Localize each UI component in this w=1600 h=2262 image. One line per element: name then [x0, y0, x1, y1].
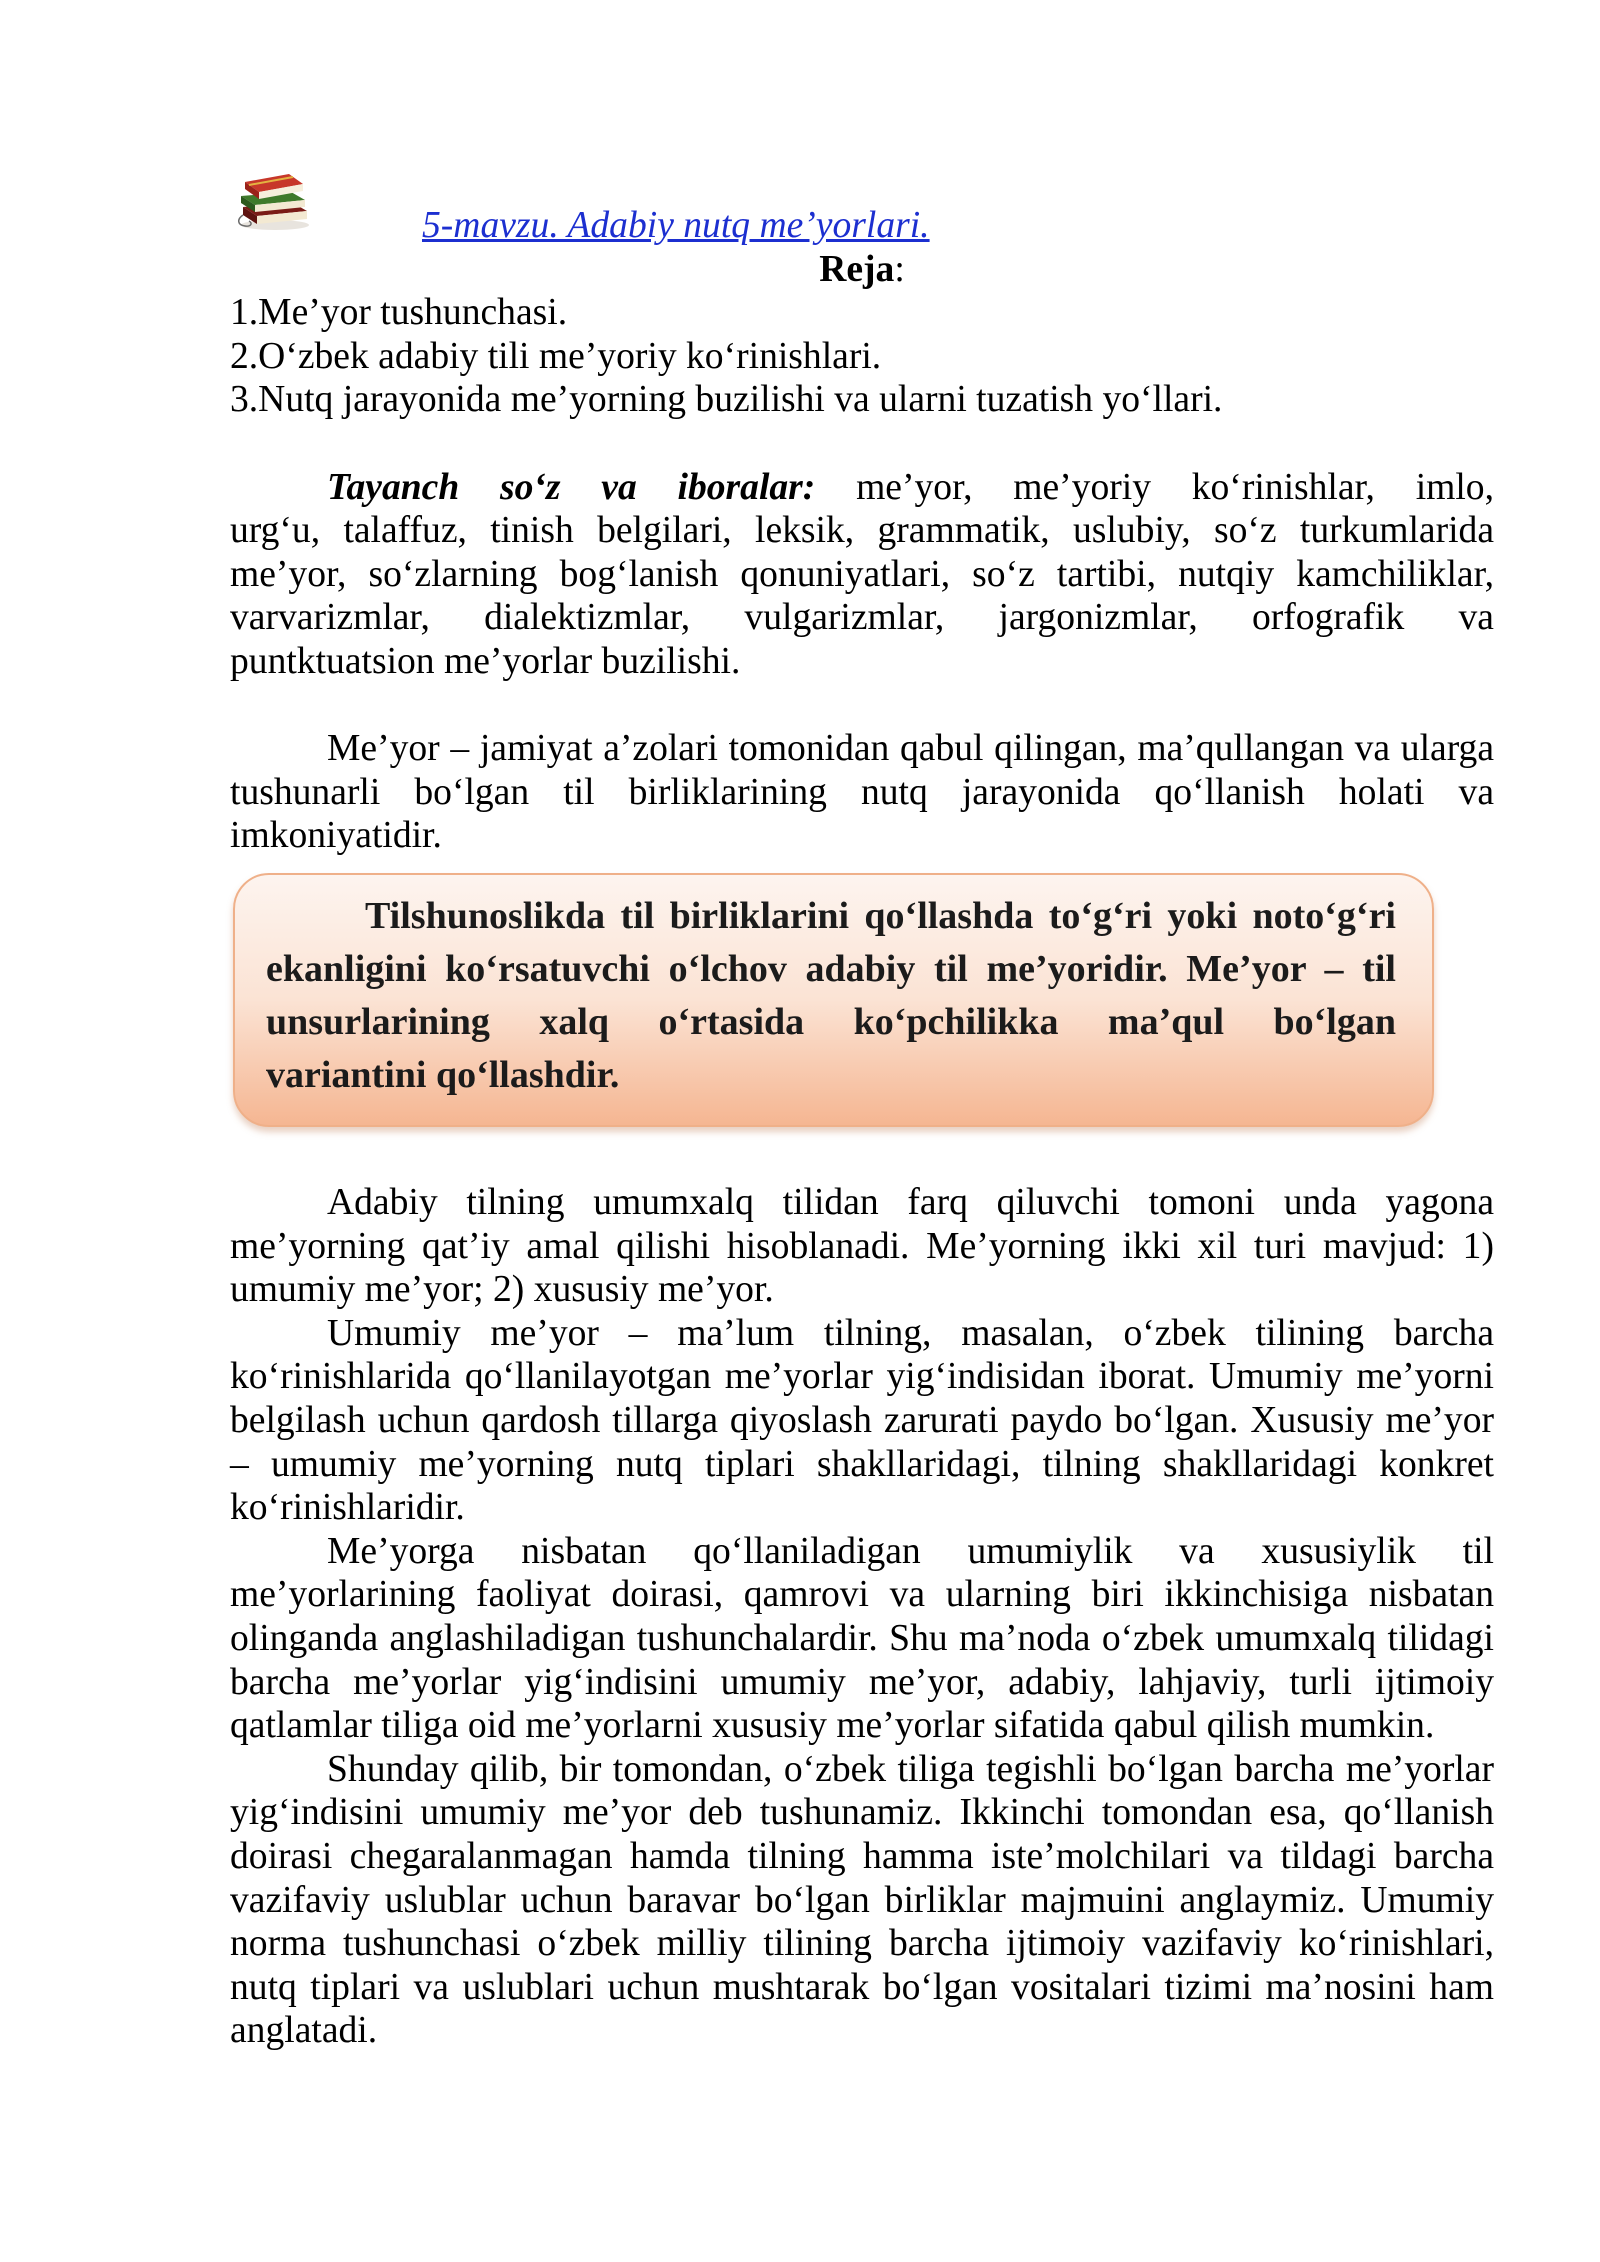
- text-line: [230, 509, 1494, 553]
- page-title[interactable]: 5-mavzu. Adabiy nutq me’yorlari.: [422, 205, 930, 246]
- text-line: [230, 1922, 1494, 1966]
- text-line-content: vazifaviy uslublar uchun baravar bo‘lgan birliklar majmuini anglaymiz. Umumiy: [230, 1879, 1494, 1921]
- text-line-content: qatlamlar tiliga oid me’yorlarni xususiy me’yorlar sifatida qabul qilish mumkin.: [230, 1705, 1435, 1747]
- text-line-content: tushunarli bo‘lgan til birliklarining nutq jarayonida qo‘llanish holati va: [230, 771, 1494, 813]
- text-line: [230, 2009, 1494, 2053]
- text-line: [230, 596, 1494, 640]
- text-line: [230, 727, 1494, 771]
- highlight-box-text: [266, 890, 1396, 1102]
- text-line: [230, 1617, 1494, 1661]
- text-line-content: olinganda anglashiladigan tushunchalardir. Shu ma’noda o‘zbek umumxalq tilidagi: [230, 1617, 1494, 1659]
- text-line: [230, 1879, 1494, 1923]
- text-line: [230, 1661, 1494, 1705]
- text-line-content: barcha me’yorlar yig‘indisini umumiy me’yor, adabiy, lahjaviy, turli ijtimoiy: [230, 1661, 1494, 1703]
- text-line-content: nutq tiplari va uslublari uchun mushtarak bo‘lgan vositalari tizimi ma’nosini ham: [230, 1966, 1494, 2008]
- text-line-content: anglatadi.: [230, 2010, 378, 2052]
- text-line-content: me’yorlarining faoliyat doirasi, qamrovi va ularning biri ikkinchisiga nisbatan: [230, 1574, 1494, 1616]
- text-line: [230, 814, 1494, 858]
- text-line-content: Umumiy me’yor – ma’lum tilning, masalan, o‘zbek tilining barcha: [327, 1312, 1494, 1354]
- plan-item: 2.O‘zbek adabiy tili me’yoriy ko‘rinishlari.: [230, 335, 882, 377]
- text-line-content: variantini qo‘llashdir.: [266, 1054, 620, 1096]
- text-line: [230, 1791, 1494, 1835]
- text-line: [230, 1355, 1494, 1399]
- text-line: [230, 1181, 1494, 1225]
- text-line-content: belgilash uchun qardosh tillarga qiyoslash zarurati paydo bo‘lgan. Xususiy me’yor: [230, 1399, 1494, 1441]
- text-line: [230, 1225, 1494, 1269]
- keywords-label: Tayanch so‘z va iboralar:: [327, 466, 816, 508]
- text-line-content: ekanligini ko‘rsatuvchi o‘lchov adabiy til me’yoridir. Me’yor – til: [266, 948, 1396, 990]
- text-line: [230, 553, 1494, 597]
- text-line: [230, 1704, 1494, 1748]
- text-line-content: Me’yorga nisbatan qo‘llaniladigan umumiylik va xususiylik til: [327, 1530, 1494, 1572]
- text-line: [230, 1268, 1494, 1312]
- plan-item: 1.Me’yor tushunchasi.: [230, 292, 568, 334]
- text-line: [230, 1748, 1494, 1792]
- text-line: [266, 943, 1396, 996]
- text-line-content: yig‘indisini umumiy me’yor deb tushunamiz. Ikkinchi tomondan esa, qo‘llanish: [230, 1792, 1494, 1834]
- keywords-paragraph: [230, 466, 1494, 684]
- text-line: [266, 1049, 1396, 1102]
- plan-heading: [230, 248, 1494, 292]
- text-line-content: unsurlarining xalq o‘rtasida ko‘pchilikka ma’qul bo‘lgan: [266, 1001, 1396, 1043]
- text-line: [266, 890, 1396, 943]
- text-line: [230, 1443, 1494, 1487]
- text-line: [230, 1835, 1494, 1879]
- plan-heading-suffix: :: [894, 248, 905, 290]
- text-line: [230, 1966, 1494, 2010]
- text-line: [230, 771, 1494, 815]
- keywords-text: me’yor, me’yoriy ko‘rinishlar, imlo,: [856, 466, 1494, 508]
- text-line: [230, 1486, 1494, 1530]
- text-line: [230, 1312, 1494, 1356]
- text-line-content: Me’yor – jamiyat a’zolari tomonidan qabul qilingan, ma’qullangan va ularga: [327, 728, 1494, 770]
- text-line-content: Shunday qilib, bir tomondan, o‘zbek tiliga tegishli bo‘lgan barcha me’yorlar: [327, 1748, 1494, 1790]
- text-line-content: norma tushunchasi o‘zbek milliy tilining barcha ijtimoiy vazifaviy ko‘rinishlari,: [230, 1923, 1494, 1965]
- text-line: [230, 640, 1494, 684]
- books-stack-icon-graphic: [233, 163, 314, 233]
- plan-list: [230, 291, 1494, 422]
- text-line-content: puntktuatsion me’yorlar buzilishi.: [230, 640, 741, 682]
- plan-heading-label: Reja: [819, 248, 895, 290]
- text-line-content: ko‘rinishlaridir.: [230, 1487, 465, 1529]
- text-line-content: [327, 467, 1494, 508]
- text-line-content: urg‘u, talaffuz, tinish belgilari, leksik, grammatik, uslubiy, so‘z turkumlarida: [230, 510, 1494, 552]
- definition-paragraph: [230, 727, 1494, 858]
- text-line: [230, 466, 1494, 510]
- highlight-box: [233, 873, 1434, 1127]
- text-line-content: imkoniyatidir.: [230, 815, 442, 857]
- text-line-content: me’yor, so‘zlarning bog‘lanish qonuniyatlari, so‘z tartibi, nutqiy kamchiliklar,: [230, 553, 1494, 595]
- text-line: [266, 996, 1396, 1049]
- body-text: [230, 1181, 1494, 2053]
- text-line-content: ko‘rinishlarida qo‘llanilayotgan me’yorlar yig‘indisidan iborat. Umumiy me’yorni: [230, 1356, 1494, 1398]
- text-line: [230, 1399, 1494, 1443]
- text-line-content: – umumiy me’yorning nutq tiplari shakllaridagi, tilning shakllaridagi konkret: [230, 1443, 1494, 1485]
- text-line-content: doirasi chegaralanmagan hamda tilning hamma iste’molchilari va tildagi barcha: [230, 1835, 1494, 1877]
- text-line: [230, 1530, 1494, 1574]
- text-line-content: Tilshunoslikda til birliklarini qo‘llashda to‘g‘ri yoki noto‘g‘ri: [365, 895, 1396, 937]
- books-stack-icon: [233, 163, 314, 233]
- text-line-content: Adabiy tilning umumxalq tilidan farq qiluvchi tomoni unda yagona: [327, 1182, 1494, 1223]
- text-line-content: varvarizmlar, dialektizmlar, vulgarizmlar, jargonizmlar, orfografik va: [230, 597, 1494, 639]
- text-line-content: me’yorning qat’iy amal qilishi hisoblanadi. Me’yorning ikki xil turi mavjud: 1): [230, 1225, 1494, 1267]
- plan-item: 3.Nutq jarayonida me’yorning buzilishi va ularni tuzatish yo‘llari.: [230, 379, 1223, 421]
- text-line-content: umumiy me’yor; 2) xususiy me’yor.: [230, 1269, 774, 1311]
- text-line: [230, 1573, 1494, 1617]
